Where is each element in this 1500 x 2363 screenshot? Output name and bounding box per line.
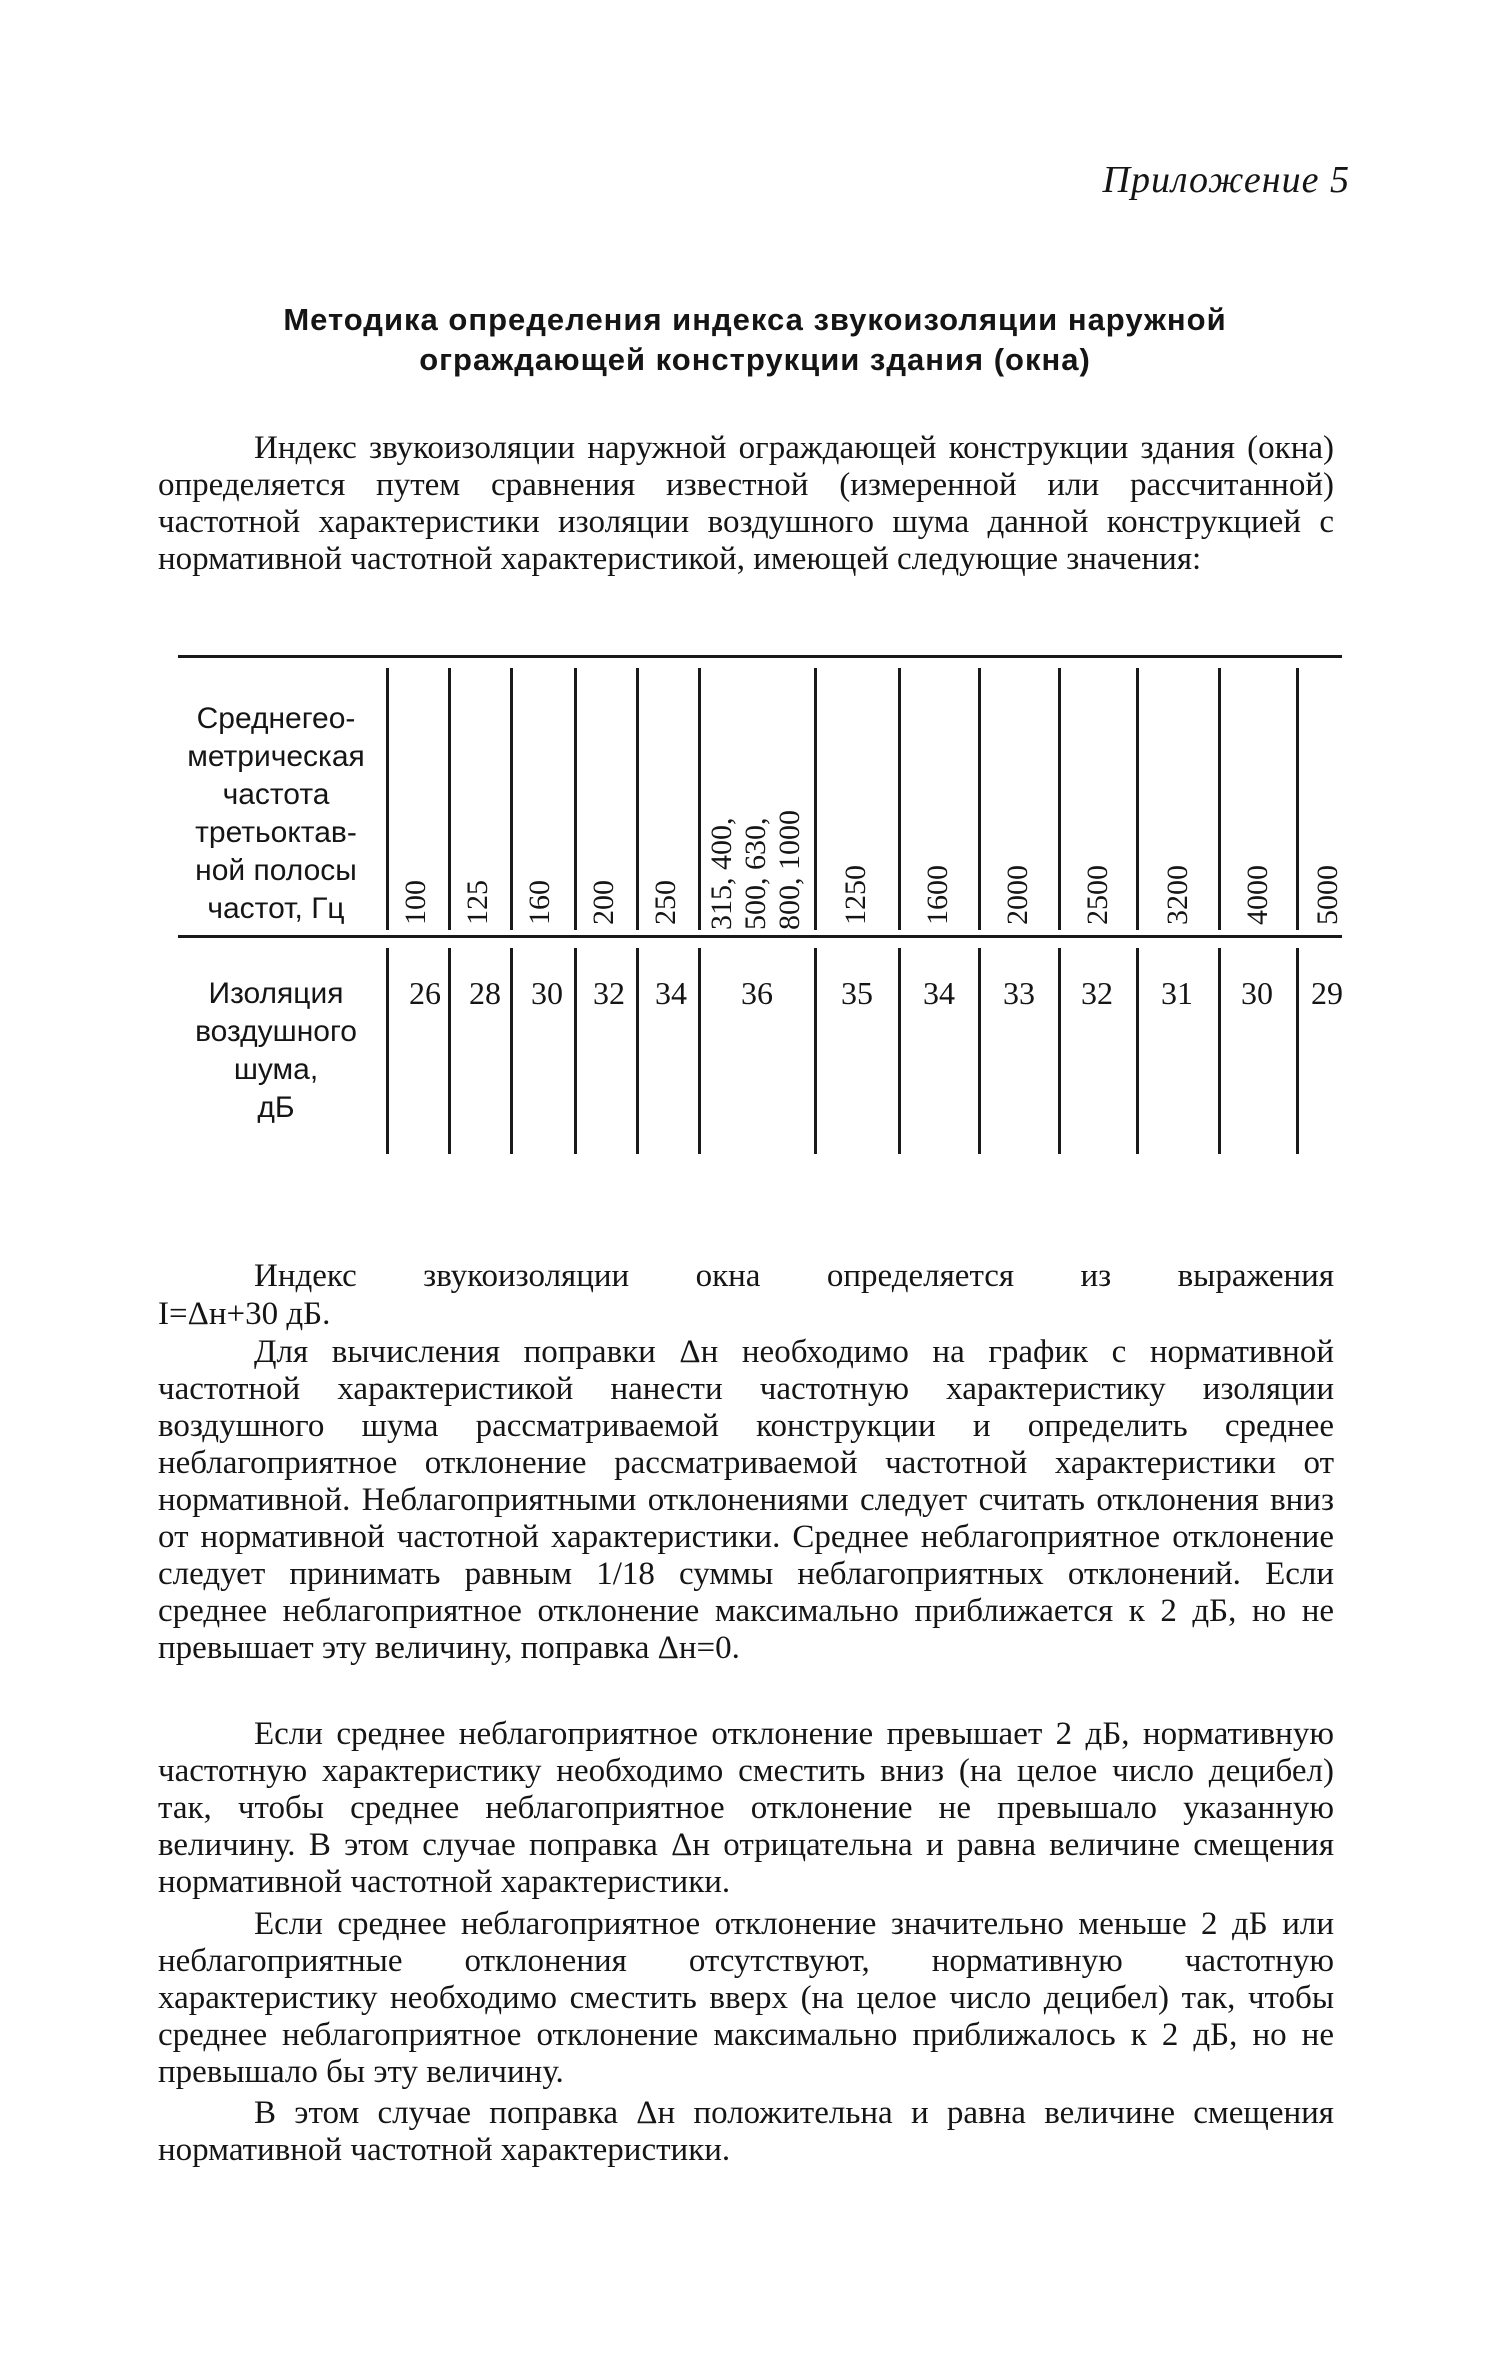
row-label-line: воздушного <box>195 1015 357 1048</box>
col-divider <box>574 948 577 1154</box>
col-divider <box>698 668 701 930</box>
value-125: 28 <box>469 975 501 1011</box>
col-divider <box>1136 948 1139 1154</box>
value-4000: 30 <box>1241 975 1273 1011</box>
row-label-line: третьоктав- <box>195 816 357 849</box>
formula: I=Δн+30 дБ. <box>158 1296 331 1332</box>
col-divider <box>386 668 389 930</box>
freq-2500: 2500 <box>1081 865 1114 925</box>
value-3200: 31 <box>1161 975 1193 1011</box>
col-divider <box>898 948 901 1154</box>
appendix-label: Приложение 5 <box>1102 159 1350 201</box>
col-divider <box>978 668 981 930</box>
value-315-1000: 36 <box>741 975 773 1011</box>
row-label-line: частот, Гц <box>207 892 345 925</box>
col-divider <box>574 668 577 930</box>
freq-200: 200 <box>587 880 620 925</box>
paragraph-2: Для вычисления поправки Δн необходимо на график с нормативной частотной характеристикой нанести частотную характеристику изоляции воздушного шума рассматриваемой конструкции и определить среднее неблагоприятное отклонение рассматриваемой частотной характеристики от нормативной. Неблагоприятными отклонениями следует считать отклонения вниз от нормативной частотной характеристики. Среднее неблагоприятное отклонение следует принимать равным 1/18 суммы неблагоприятных отклонений. Если среднее неблагоприятное отклонение максимально приближается к 2 дБ, но не превышает эту величину, поправка Δн=0. <box>158 1334 1334 1666</box>
freq-1250: 1250 <box>839 865 872 925</box>
value-2000: 33 <box>1003 975 1035 1011</box>
value-5000: 29 <box>1311 975 1343 1011</box>
value-250: 34 <box>655 975 687 1011</box>
paragraph-4: Если среднее неблагоприятное отклонение значительно меньше 2 дБ или неблагоприятные отклонения отсутствуют, нормативную частотную характеристику необходимо сместить вверх (на целое число децибел) так, чтобы среднее неблагоприятное отклонение максимально приближалось к 2 дБ, но не превышало бы эту величину. <box>158 1906 1334 2090</box>
col-divider <box>1218 668 1221 930</box>
col-divider <box>814 668 817 930</box>
col-divider <box>636 668 639 930</box>
row-label-line: Среднегео- <box>196 702 356 735</box>
paragraph-3: Если среднее неблагоприятное отклонение превышает 2 дБ, нормативную частотную характеристику необходимо сместить вниз (на целое число децибел) так, чтобы среднее неблагоприятное отклонение не превышало указанную величину. В этом случае поправка Δн отрицательна и равна величине смещения нормативной частотной характеристики. <box>158 1716 1334 1900</box>
freq-4000: 4000 <box>1241 865 1274 925</box>
row-label-line: ной полосы <box>195 854 357 887</box>
col-divider <box>814 948 817 1154</box>
col-divider <box>1218 948 1221 1154</box>
freq-800-1000: 800, 1000 <box>773 810 806 930</box>
col-divider <box>1296 948 1299 1154</box>
table-top-rule <box>178 655 1342 658</box>
row-label-line: метрическая <box>187 740 365 773</box>
freq-3200: 3200 <box>1161 865 1194 925</box>
title-line-1: Методика определения индекса звукоизоляции наружной <box>283 302 1227 337</box>
intro-paragraph: Индекс звукоизоляции наружной ограждающей конструкции здания (окна) определяется путем сравнения известной (измеренной или рассчитанной) частотной характеристики изоляции воздушного шума данной конструкцией с нормативной частотной характеристикой, имеющей следующие значения: <box>158 430 1334 577</box>
freq-250: 250 <box>649 880 682 925</box>
value-2500: 32 <box>1081 975 1113 1011</box>
col-divider <box>1296 668 1299 930</box>
title-line-2: ограждающей конструкции здания (окна) <box>419 342 1091 377</box>
freq-500-630: 500, 630, <box>739 817 772 930</box>
freq-100: 100 <box>399 880 432 925</box>
row-label-line: дБ <box>257 1091 295 1124</box>
value-200: 32 <box>593 975 625 1011</box>
table-middle-rule <box>178 935 1342 938</box>
col-divider <box>1136 668 1139 930</box>
freq-315-400: 315, 400, <box>705 817 738 930</box>
freq-1600: 1600 <box>921 865 954 925</box>
col-divider <box>898 668 901 930</box>
col-divider <box>978 948 981 1154</box>
row-label-frequency <box>170 700 382 928</box>
row-label-insulation <box>170 975 382 1127</box>
freq-2000: 2000 <box>1001 865 1034 925</box>
value-1250: 35 <box>841 975 873 1011</box>
freq-160: 160 <box>523 880 556 925</box>
value-1600: 34 <box>923 975 955 1011</box>
col-divider <box>1058 948 1061 1154</box>
value-100: 26 <box>409 975 441 1011</box>
freq-125: 125 <box>461 880 494 925</box>
row-label-line: частота <box>222 778 330 811</box>
row-label-line: шума, <box>233 1053 319 1086</box>
value-160: 30 <box>531 975 563 1011</box>
col-divider <box>448 668 451 930</box>
row-label-line: Изоляция <box>208 977 344 1010</box>
col-divider <box>510 948 513 1154</box>
freq-5000: 5000 <box>1311 865 1344 925</box>
paragraph-5: В этом случае поправка Δн положительна и равна величине смещения нормативной частотной характеристики. <box>158 2095 1334 2168</box>
col-divider <box>1058 668 1061 930</box>
paragraph-1: Индекс звукоизоляции окна определяется из выражения <box>254 1258 1334 1294</box>
col-divider <box>636 948 639 1154</box>
col-divider <box>386 948 389 1154</box>
col-divider <box>698 948 701 1154</box>
col-divider <box>510 668 513 930</box>
